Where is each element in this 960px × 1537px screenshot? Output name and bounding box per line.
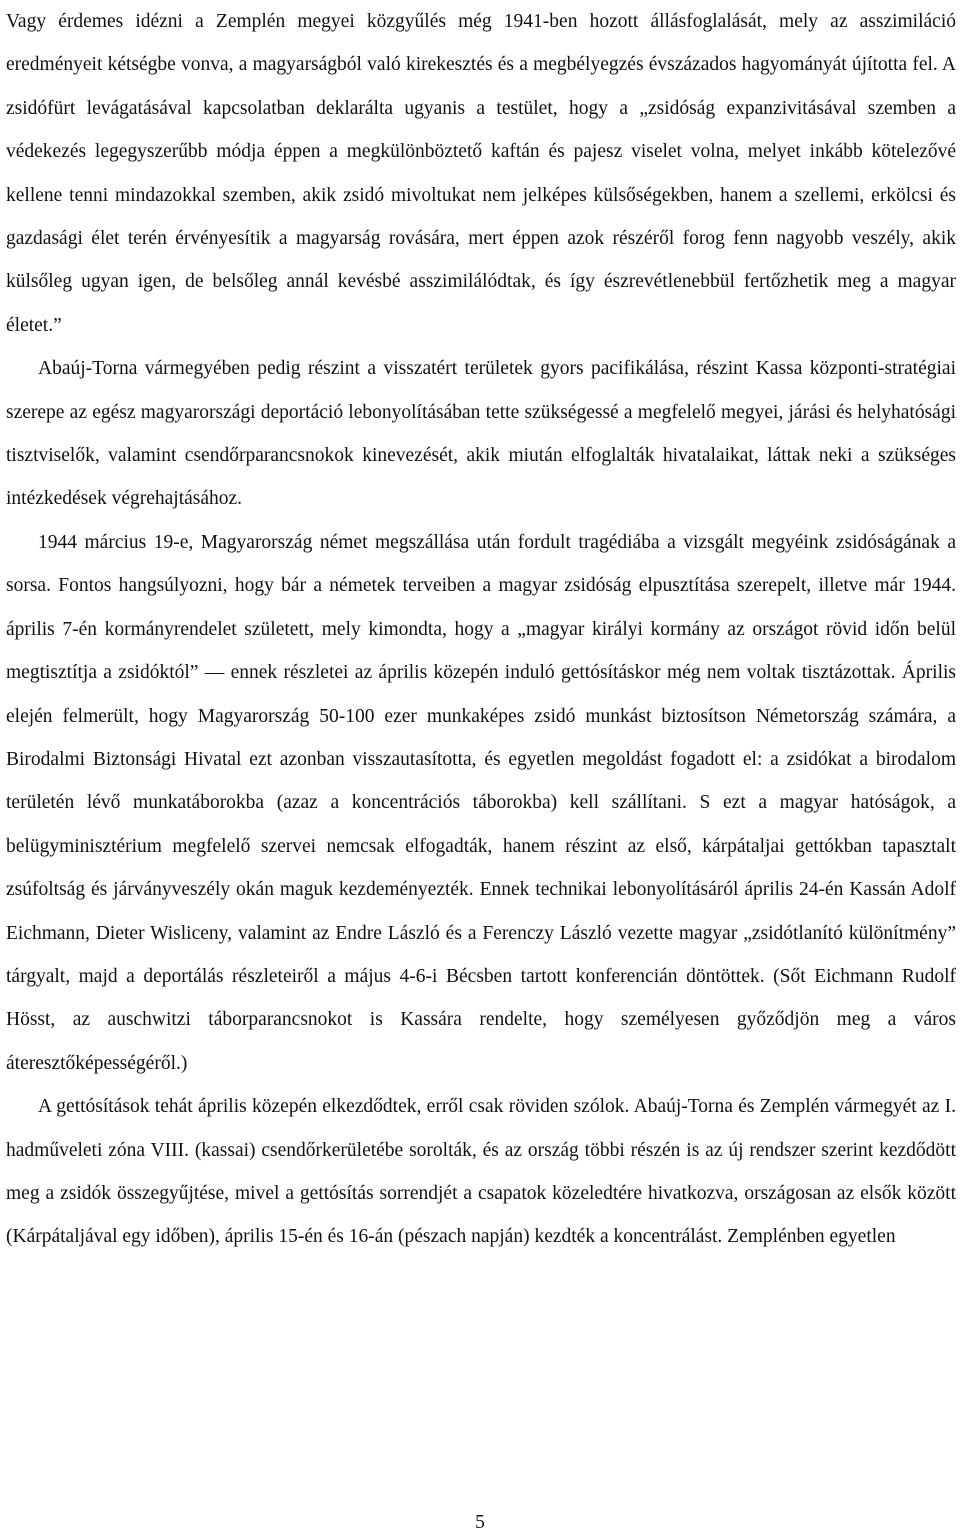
paragraph-1: Vagy érdemes idézni a Zemplén megyei közgyűlés még 1941-ben hozott állásfoglalását, mely az asszimiláció eredményeit kétségbe vonva, a magyarságból való kirekesztés és a megbélyegzés évszázados hagyományát újította fel. A zsidófürt levágatásával kapcsolatban deklarálta ugyanis a testület, hogy a „zsidóság expanzivitásával szemben a védekezés legegyszerűbb módja éppen a megkülönböztető kaftán és pajesz viselet volna, melyet inkább kötelezővé kellene tenni mindazokkal szemben, akik zsidó mivoltukat nem jelképes külsőségekben, hanem a szellemi, erkölcsi és gazdasági élet terén érvényesítik a magyarság rovására, mert éppen azok részéről forog fenn nagyobb veszély, akik külsőleg ugyan igen, de belsőleg annál kevésbé asszimilálódtak, és így észrevétlenebbül fertőzhetik meg a magyar életet.” — [6, 11, 956, 336]
paragraph-4: A gettósítások tehát április közepén elkezdődtek, erről csak röviden szólok. Abaúj-Torna és Zemplén vármegyét az I. hadműveleti zóna VIII. (kassai) csendőrkerületébe sorolták, és az ország többi részén is az új rendszer szerint kezdődött meg a zsidók összegyűjtése, mivel a gettósítás sorrendjét a csapatok közeledtére hivatkozva, országosan az elsők között (Kárpátaljával egy időben), április 15-én és 16-án (pészach napján) kezdték a koncentrálást. Zemplénben egyetlen — [6, 1096, 956, 1248]
paragraph-3: 1944 március 19-e, Magyarország német megszállása után fordult tragédiába a vizsgált megyéink zsidóságának a sorsa. Fontos hangsúlyozni, hogy bár a németek terveiben a magyar zsidóság elpusztítása szerepelt, illetve már 1944. április 7-én kormányrendelet született, mely kimondta, hogy a „magyar királyi kormány az országot rövid időn belül megtisztítja a zsidóktól” — ennek részletei az április közepén induló gettósításkor még nem voltak tisztázottak. Április elején felmerült, hogy Magyarország 50-100 ezer munkaképes zsidó munkást biztosítson Németország számára, a Birodalmi Biztonsági Hivatal ezt azonban visszautasította, és egyetlen megoldást fogadott el: a zsidókat a birodalom területén lévő munkatáborokba (azaz a koncentrációs táborokba) kell szállítani. S ezt a magyar hatóságok, a belügyminisztérium megfelelő szervei nemcsak elfogadták, hanem részint az első, kárpátaljai gettókban tapasztalt zsúfoltság és járványveszély okán maguk kezdeményezték. Ennek technikai lebonyolításáról április 24-én Kassán Adolf Eichmann, Dieter Wisliceny, valamint az Endre László és a Ferenczy László vezette magyar „zsidótlanító különítmény” tárgyalt, majd a deportálás részleteiről a május 4-6-i Bécsben tartott konferencián döntöttek. (Sőt Eichmann Rudolf Hösst, az auschwitzi táborparancsnokot is Kassára rendelte, hogy személyesen győződjön meg a város áteresztőképességéről.) — [6, 531, 956, 1074]
paragraph-2: Abaúj-Torna vármegyében pedig részint a visszatért területek gyors pacifikálása, részint Kassa központi-stratégiai szerepe az egész magyarországi deportáció lebonyolításában tette szükségessé a megfelelő megyei, járási és helyhatósági tisztviselők, valamint csendőrparancsnokok kinevezését, akik miután elfoglalták hivatalaikat, láttak neki a szükséges intézkedések végrehajtásához. — [6, 358, 956, 510]
body-text — [6, 0, 956, 1259]
page-number: 5 — [475, 1512, 485, 1533]
